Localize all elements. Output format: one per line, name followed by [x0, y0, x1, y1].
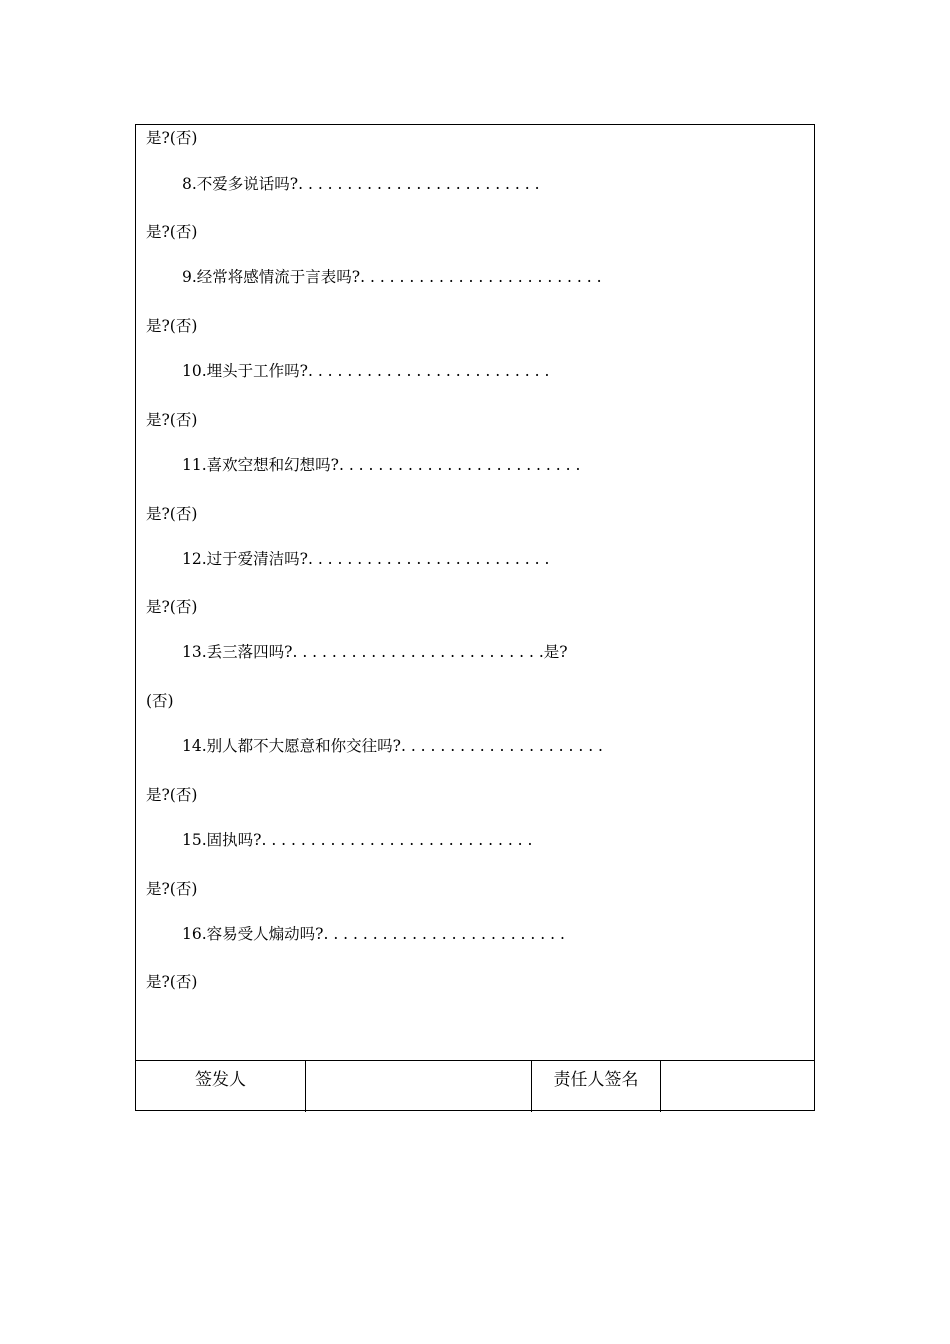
question-text: 9.经常将感情流于言表吗? — [182, 268, 361, 286]
issuer-label: 签发人 — [136, 1061, 306, 1112]
questionnaire-frame — [135, 124, 815, 1111]
question-text: 8.不爱多说话吗? — [182, 175, 299, 193]
answer-prev: 是?(否) — [146, 129, 198, 147]
signature-row — [136, 1060, 814, 1112]
answer-10: 是?(否) — [146, 411, 198, 429]
question-text: 11.喜欢空想和幻想吗? — [182, 456, 339, 474]
answer-15: 是?(否) — [146, 880, 198, 898]
question-12 — [182, 549, 549, 569]
answer-11: 是?(否) — [146, 505, 198, 523]
question-text: 12.过于爱清洁吗? — [182, 550, 308, 568]
dot-leader: . . . . . . . . . . . . . . . . . . . . . . . . . — [323, 925, 565, 943]
question-text: 14.别人都不大愿意和你交往吗? — [182, 737, 401, 755]
answer-13: (否) — [146, 692, 174, 710]
dot-leader: . . . . . . . . . . . . . . . . . . . . . . . . . — [298, 175, 540, 193]
issuer-field[interactable] — [306, 1061, 532, 1112]
dot-leader: . . . . . . . . . . . . . . . . . . . . . . . . . — [307, 550, 550, 568]
dot-leader: . . . . . . . . . . . . . . . . . . . . . — [400, 737, 603, 755]
question-13 — [182, 642, 568, 662]
dot-leader: . . . . . . . . . . . . . . . . . . . . . . . . . — [360, 268, 602, 286]
question-9 — [182, 267, 602, 287]
answer-9: 是?(否) — [146, 317, 198, 335]
questionnaire-content — [136, 125, 814, 1061]
question-14 — [182, 736, 603, 756]
question-11 — [182, 455, 580, 475]
answer-14: 是?(否) — [146, 786, 198, 804]
responsible-signature-field[interactable] — [661, 1061, 815, 1112]
question-16 — [182, 924, 565, 944]
dot-leader: . . . . . . . . . . . . . . . . . . . . . . . . . . . . — [261, 831, 533, 849]
question-text: 16.容易受人煽动吗? — [182, 925, 324, 943]
question-8 — [182, 174, 540, 194]
dot-leader: . . . . . . . . . . . . . . . . . . . . . . . . . — [307, 362, 550, 380]
question-10 — [182, 361, 549, 381]
question-15 — [182, 830, 532, 850]
question-text: 10.埋头于工作吗? — [182, 362, 308, 380]
answer-16: 是?(否) — [146, 973, 198, 991]
question-text: 15.固执吗? — [182, 831, 262, 849]
responsible-signature-label: 责任人签名 — [532, 1061, 661, 1112]
dot-leader: . . . . . . . . . . . . . . . . . . . . . . . . . .是? — [292, 643, 568, 661]
answer-12: 是?(否) — [146, 598, 198, 616]
dot-leader: . . . . . . . . . . . . . . . . . . . . . . . . . — [338, 456, 581, 474]
question-text: 13.丢三落四吗? — [182, 643, 293, 661]
answer-8: 是?(否) — [146, 223, 198, 241]
